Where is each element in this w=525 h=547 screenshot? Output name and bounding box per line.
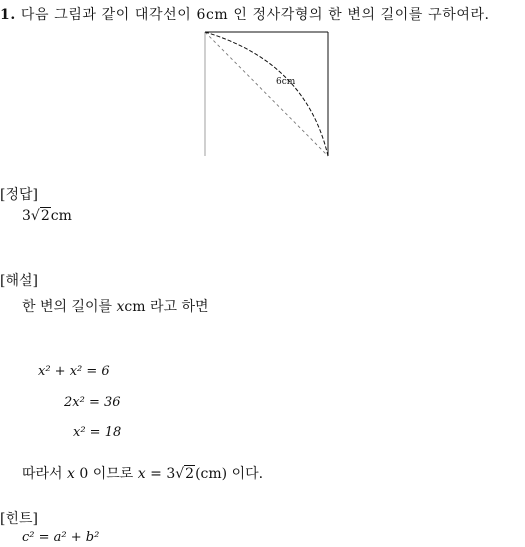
conclusion-suffix: (cm) 이다. bbox=[195, 466, 264, 482]
hint-heading: [힌트] bbox=[0, 511, 38, 527]
solution-heading: [해설] bbox=[0, 273, 38, 289]
answer-unit: cm bbox=[50, 208, 72, 224]
solution-intro-unit: cm 라고 하면 bbox=[124, 299, 209, 315]
answer-heading: [정답] bbox=[0, 187, 38, 203]
conclusion-middle: 0 이므로 bbox=[74, 466, 138, 482]
answer-radicand: 2 bbox=[40, 208, 50, 224]
hint-formula: c² = a² + b² bbox=[22, 530, 100, 545]
conclusion-sqrt-symbol: √2 bbox=[175, 466, 195, 482]
conclusion-variable-2: x bbox=[137, 466, 146, 482]
solution-conclusion: 따라서 x 0 이므로 x = 3√2(cm) 이다. bbox=[22, 466, 264, 482]
square-figure bbox=[0, 0, 525, 170]
solution-intro-text: 한 변의 길이를 bbox=[22, 299, 117, 315]
diagonal-label: 6cm bbox=[276, 77, 296, 87]
sqrt-symbol: √2 bbox=[30, 208, 50, 224]
equation-2: 2x² = 36 bbox=[64, 395, 121, 410]
conclusion-prefix: 따라서 bbox=[22, 466, 68, 482]
conclusion-radicand: 2 bbox=[185, 466, 195, 482]
solution-intro bbox=[22, 296, 209, 316]
equation-1: x² + x² = 6 bbox=[38, 364, 110, 379]
solution-variable: x bbox=[116, 299, 125, 315]
diagonal-line bbox=[205, 32, 328, 156]
conclusion-coefficient: 3 bbox=[166, 466, 176, 482]
answer-value bbox=[22, 208, 72, 224]
answer-coefficient: 3 bbox=[22, 208, 31, 224]
equation-3: x² = 18 bbox=[73, 425, 122, 440]
question-text: 다음 그림과 같이 대각선이 6cm 인 정사각형의 한 변의 길이를 구하여라. bbox=[20, 7, 490, 23]
question-number: 1. bbox=[0, 7, 16, 23]
conclusion-variable-1: x bbox=[67, 466, 75, 482]
